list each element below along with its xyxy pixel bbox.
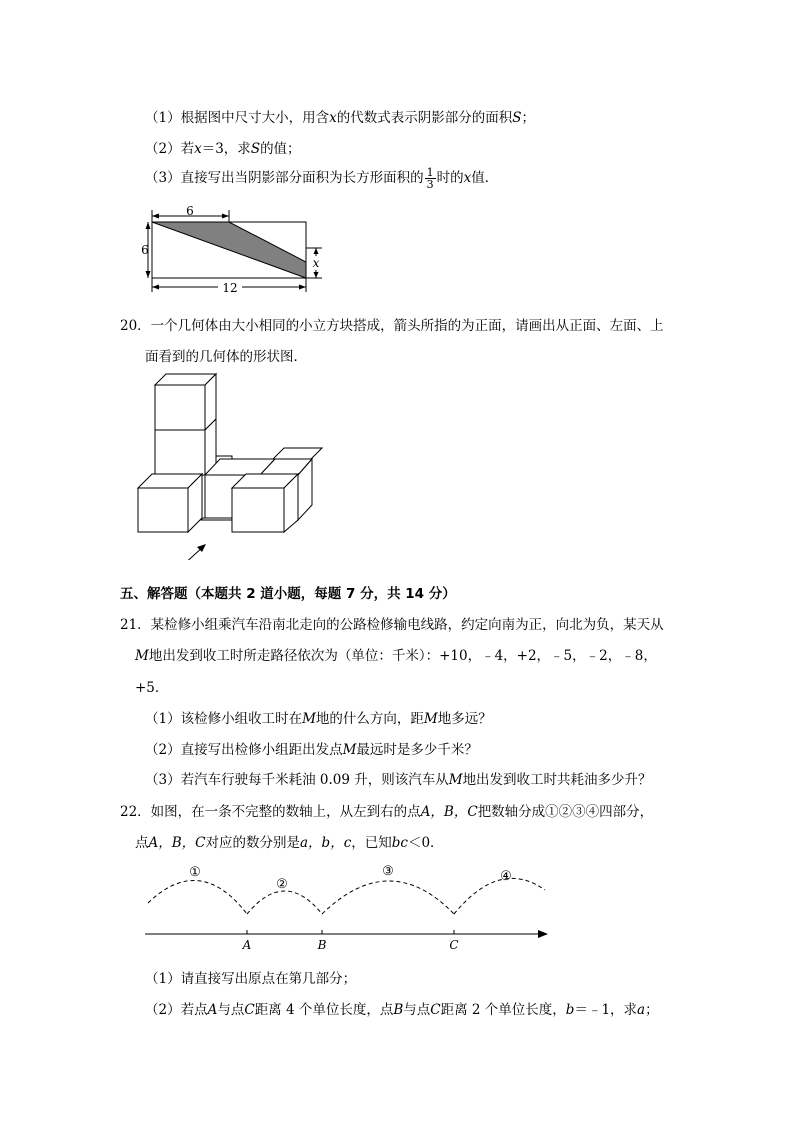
q21-part3: （3）若汽车行驶每千米耗油 0.09 升，则该汽车从M地出发到收工时共耗油多少升？ bbox=[145, 772, 652, 788]
point-label-c: C bbox=[449, 938, 459, 952]
column-middle-cube-front bbox=[155, 430, 205, 475]
bottom-dimension-label: 12 bbox=[222, 281, 238, 295]
region-2-arc bbox=[247, 891, 322, 914]
middle-low-edge bbox=[202, 518, 232, 520]
fraction-one-third: $\frac{1}{3}$ bbox=[426, 166, 434, 191]
point-label-a: A bbox=[242, 938, 252, 952]
q19-part3: （3）直接写出当阴影部分面积为长方形面积的 $\frac{1}{3}$ 时的x值． bbox=[145, 166, 499, 191]
right-arrow-top bbox=[314, 248, 319, 254]
point-label-b: B bbox=[317, 938, 327, 952]
bottom-arrow-right bbox=[299, 285, 306, 290]
section-5-title: 五、解答题（本题共 2 道小题，每题 7 分，共 14 分） bbox=[120, 586, 456, 602]
q22-line1: 22．如图，在一条不完整的数轴上，从左到右的点A，B，C把数轴分成①②③④四部分， bbox=[120, 804, 654, 820]
front-left-cube-front bbox=[138, 488, 188, 532]
top-dimension-label: 6 bbox=[186, 204, 194, 218]
bottom-arrow-left bbox=[152, 285, 159, 290]
q19-part1: （1）根据图中尺寸大小，用含x的代数式表示阴影部分的面积S； bbox=[145, 110, 535, 126]
column-top-cube-front bbox=[155, 385, 205, 430]
q21-line3: +5． bbox=[135, 680, 169, 696]
q21-line2: M地出发到收工时所走路径依次为（单位：千米）：+10，﹣4，+2，﹣5，﹣2，﹣8， bbox=[135, 648, 657, 664]
region-label-3: ③ bbox=[382, 864, 394, 879]
left-arrow-bottom bbox=[146, 271, 151, 278]
q21-line1: 21．某检修小组乘汽车沿南北走向的公路检修输电线路，约定向南为正，向北为负，某天从 bbox=[120, 617, 664, 633]
q20-cube-figure bbox=[130, 370, 330, 560]
shaded-region bbox=[152, 222, 306, 278]
left-dimension-label: 6 bbox=[141, 243, 149, 257]
left-arrow-top bbox=[146, 222, 151, 229]
right-arrow-bottom bbox=[314, 272, 319, 278]
q22-line2: 点A，B，C对应的数分别是a，b，c，已知bc＜0． bbox=[135, 835, 444, 851]
region-label-2: ② bbox=[276, 877, 288, 892]
region-1-arc bbox=[148, 880, 247, 914]
q22-part1: （1）请直接写出原点在第几部分； bbox=[145, 971, 357, 987]
region-label-4: ④ bbox=[500, 869, 512, 884]
q22-part2: （2）若点A与点C距离 4 个单位长度，点B与点C距离 2 个单位长度，b＝﹣1，求a； bbox=[145, 1002, 659, 1018]
top-arrow-right bbox=[222, 214, 229, 219]
right-dimension-label: x bbox=[312, 256, 320, 270]
q19-rectangle-figure bbox=[136, 204, 326, 296]
q20-line2: 面看到的几何体的形状图． bbox=[145, 349, 307, 365]
q19-part2: （2）若x＝3，求S的值； bbox=[145, 141, 301, 157]
region-label-1: ① bbox=[189, 865, 201, 880]
q21-part1: （1）该检修小组收工时在M地的什么方向，距M地多远？ bbox=[145, 711, 492, 727]
region-3-arc bbox=[322, 881, 454, 914]
front-right-cube-front bbox=[232, 488, 284, 532]
q22-number-line bbox=[140, 858, 552, 954]
q20-line1: 20．一个几何体由大小相同的小立方块搭成，箭头所指的为正面，请画出从正面、左面、上 bbox=[120, 318, 664, 334]
q21-part2: （2）直接写出检修小组距出发点M最远时是多少千米？ bbox=[145, 742, 478, 758]
top-arrow-left bbox=[152, 214, 159, 219]
axis-arrowhead bbox=[538, 930, 548, 938]
